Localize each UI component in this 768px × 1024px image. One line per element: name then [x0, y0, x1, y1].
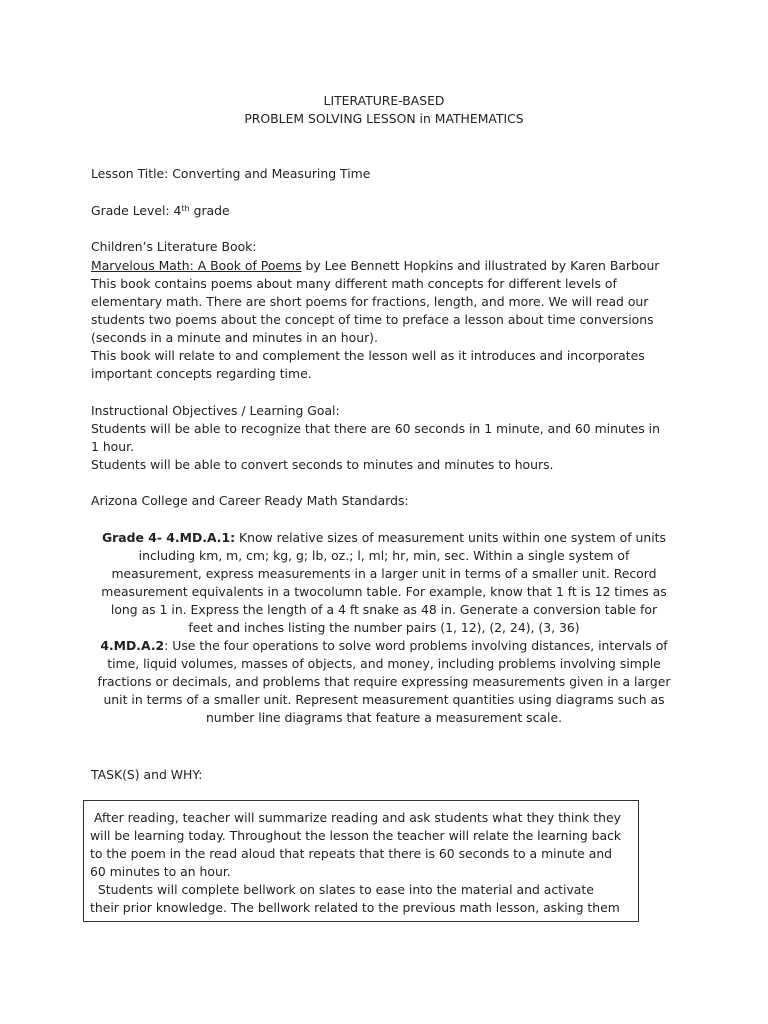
standard-2-line: time, liquid volumes, masses of objects, and money, including problems involving simple — [107, 656, 661, 671]
standard-1-text: Know relative sizes of measurement units within one system of units — [235, 530, 666, 545]
grade-level-prefix: Grade Level: 4 — [91, 203, 182, 218]
tasks-box-line: After reading, teacher will summarize reading and ask students what they think they — [90, 810, 621, 825]
book-byline: by Lee Bennett Hopkins and illustrated by Karen Barbour — [301, 258, 660, 273]
objective-line: 1 hour. — [91, 439, 135, 454]
literature-description-line: important concepts regarding time. — [91, 366, 312, 381]
grade-level — [91, 202, 230, 220]
lesson-title: Lesson Title: Converting and Measuring Time — [91, 166, 371, 181]
tasks-box-line: 60 minutes to an hour. — [90, 864, 231, 879]
book-title: Marvelous Math: A Book of Poems — [91, 258, 302, 273]
objective-line: Students will be able to convert seconds to minutes and minutes to hours. — [91, 457, 554, 472]
tasks-box-line: their prior knowledge. The bellwork related to the previous math lesson, asking them — [90, 900, 620, 915]
standard-2-code: 4.MD.A.2 — [100, 638, 165, 653]
literature-description-line: students two poems about the concept of time to preface a lesson about time conversions — [91, 312, 654, 327]
standard-1-line: measurement equivalents in a twocolumn table. For example, know that 1 ft is 12 times as — [101, 584, 667, 599]
standard-2-line: number line diagrams that feature a measurement scale. — [205, 710, 563, 725]
literature-description-line: This book will relate to and complement the lesson well as it introduces and incorporates — [91, 348, 645, 363]
objective-line: Students will be able to recognize that there are 60 seconds in 1 minute, and 60 minutes in — [91, 421, 660, 436]
standard-1-line: including km, m, cm; kg, g; lb, oz.; l, ml; hr, min, sec. Within a single system of — [138, 548, 630, 563]
standards-heading: Arizona College and Career Ready Math Standards: — [91, 493, 409, 508]
tasks-box-line: Students will complete bellwork on slates to ease into the material and activate — [90, 882, 594, 897]
document-title-line-1: LITERATURE-BASED — [323, 93, 445, 108]
standard-2-line: unit in terms of a smaller unit. Represent measurement quantities using diagrams such as — [103, 692, 665, 707]
document-title-line-2: PROBLEM SOLVING LESSON in MATHEMATICS — [244, 111, 524, 126]
tasks-box-line: will be learning today. Throughout the lesson the teacher will relate the learning back — [90, 828, 622, 843]
standard-2-line: fractions or decimals, and problems that require expressing measurements given in a larger — [97, 674, 671, 689]
standard-1-first-line — [92, 529, 676, 547]
tasks-heading: TASK(S) and WHY: — [91, 767, 203, 782]
grade-level-suffix: grade — [189, 203, 230, 218]
standard-1-line: measurement, express measurements in a larger unit in terms of a smaller unit. Record — [111, 566, 657, 581]
tasks-box — [83, 800, 639, 922]
literature-description-line: elementary math. There are short poems for fractions, length, and more. We will read our — [91, 294, 649, 309]
literature-book — [91, 257, 659, 275]
literature-description-line: This book contains poems about many different math concepts for different levels of — [91, 276, 617, 291]
grade-level-superscript: th — [181, 204, 190, 213]
standards-block — [92, 529, 676, 727]
literature-heading: Children’s Literature Book: — [91, 239, 257, 254]
standard-2-first-line — [92, 637, 676, 655]
objectives-heading: Instructional Objectives / Learning Goal: — [91, 403, 340, 418]
standard-1-code: Grade 4- 4.MD.A.1: — [102, 530, 236, 545]
tasks-box-line: to the poem in the read aloud that repeats that there is 60 seconds to a minute and — [90, 846, 613, 861]
literature-description-line: (seconds in a minute and minutes in an hour). — [91, 330, 378, 345]
standard-2-text: : Use the four operations to solve word problems involving distances, intervals of — [164, 638, 668, 653]
standard-1-line: feet and inches listing the number pairs (1, 12), (2, 24), (3, 36) — [188, 620, 580, 635]
standard-1-line: long as 1 in. Express the length of a 4 ft snake as 48 in. Generate a conversion table for — [110, 602, 658, 617]
